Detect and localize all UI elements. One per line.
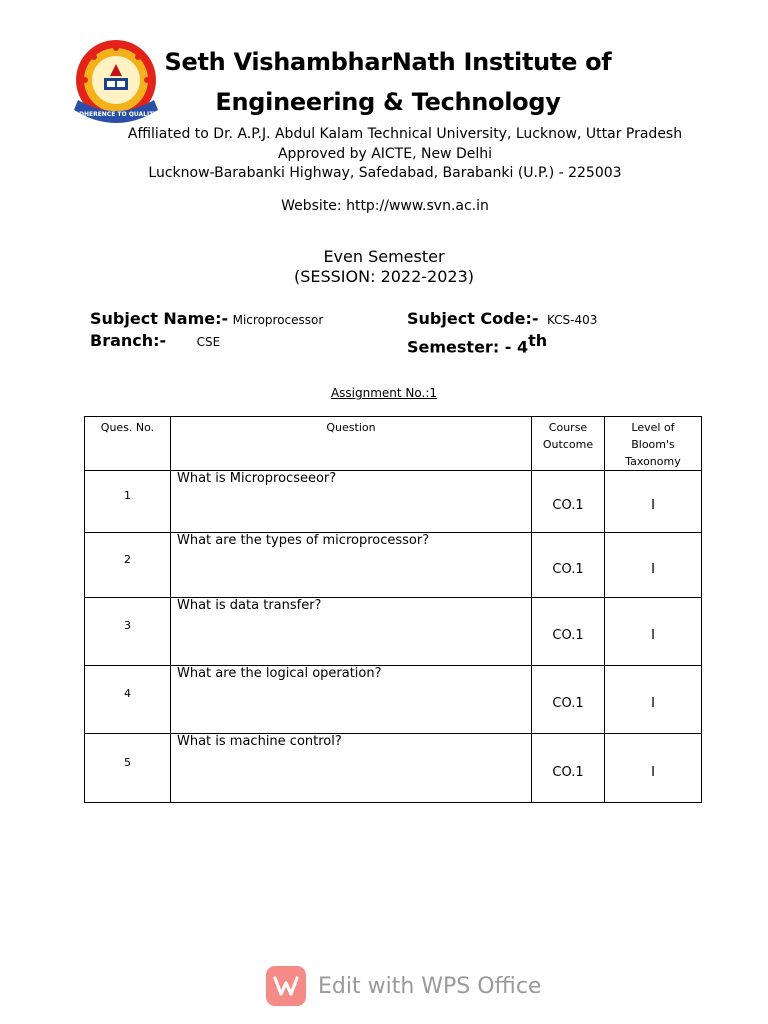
affiliation-text: Affiliated to Dr. A.P.J. Abdul Kalam Technical University, Lucknow, Uttar Pradesh — [127, 126, 683, 142]
course-outcome: CO.1 — [532, 666, 605, 734]
wps-watermark[interactable] — [266, 964, 541, 1008]
course-outcome: CO.1 — [532, 533, 605, 598]
table-header-row — [85, 417, 702, 471]
session-heading: (SESSION: 2022-2023) — [293, 267, 475, 286]
question-text: What is data transfer? — [171, 598, 532, 666]
branch-row — [90, 331, 220, 351]
blooms-level: I — [605, 734, 702, 803]
question-text: What are the types of microprocessor? — [171, 533, 532, 598]
question-text: What is Microprocseeor? — [171, 471, 532, 533]
blooms-level: I — [605, 598, 702, 666]
approval-text: Approved by AICTE, New Delhi — [277, 146, 493, 162]
branch-label: Branch:- — [90, 331, 167, 350]
question-number: 1 — [85, 471, 171, 533]
header-level-line3: Taxonomy — [625, 455, 681, 468]
subject-code-row — [407, 309, 597, 329]
address-text: Lucknow-Barabanki Highway, Safedabad, Barabanki (U.P.) - 225003 — [148, 165, 622, 181]
table-row — [85, 533, 702, 598]
header-question: Question — [171, 417, 532, 471]
question-text: What is machine control? — [171, 734, 532, 803]
table-row — [85, 471, 702, 533]
blooms-level: I — [605, 471, 702, 533]
header-level-line2: Bloom's — [631, 438, 675, 451]
course-outcome: CO.1 — [532, 598, 605, 666]
assignment-title: Assignment No.:1 — [330, 386, 438, 400]
course-outcome: CO.1 — [532, 471, 605, 533]
header-course-outcome — [532, 417, 605, 471]
blooms-level: I — [605, 666, 702, 734]
svg-text:ADHERENCE TO QUALITY: ADHERENCE TO QUALITY — [74, 111, 158, 118]
table-row — [85, 734, 702, 803]
subject-code-label: Subject Code:- — [407, 309, 539, 328]
website-text: Website: http://www.svn.ac.in — [281, 198, 489, 214]
header-ques-no: Ques. No. — [85, 417, 171, 471]
blooms-level: I — [605, 533, 702, 598]
table-row — [85, 666, 702, 734]
assignment-table — [84, 416, 702, 803]
semester-superscript: th — [528, 331, 548, 350]
semester-heading: Even Semester — [323, 247, 445, 266]
header-co-line1: Course — [548, 421, 588, 434]
branch-value: CSE — [196, 335, 221, 349]
question-text: What are the logical operation? — [171, 666, 532, 734]
question-number: 5 — [85, 734, 171, 803]
subject-name-label: Subject Name:- — [90, 309, 229, 328]
wps-edit-label[interactable]: Edit with WPS Office — [318, 973, 542, 999]
semester-label: Semester: - 4 — [407, 337, 529, 357]
subject-name-value: Microprocessor — [232, 313, 324, 327]
semester-row — [407, 331, 547, 357]
institute-name-line2: Engineering & Technology — [215, 88, 561, 116]
institute-name-line1: Seth VishambharNath Institute of — [164, 48, 612, 76]
subject-code-value: KCS-403 — [546, 313, 598, 327]
header-blooms-level — [605, 417, 702, 471]
question-number: 2 — [85, 533, 171, 598]
header-level-line1: Level of — [631, 421, 675, 434]
question-number: 3 — [85, 598, 171, 666]
header-co-line2: Outcome — [542, 438, 594, 451]
question-number: 4 — [85, 666, 171, 734]
table-row — [85, 598, 702, 666]
subject-name-row — [90, 309, 323, 329]
wps-logo-icon — [266, 966, 306, 1006]
course-outcome: CO.1 — [532, 734, 605, 803]
